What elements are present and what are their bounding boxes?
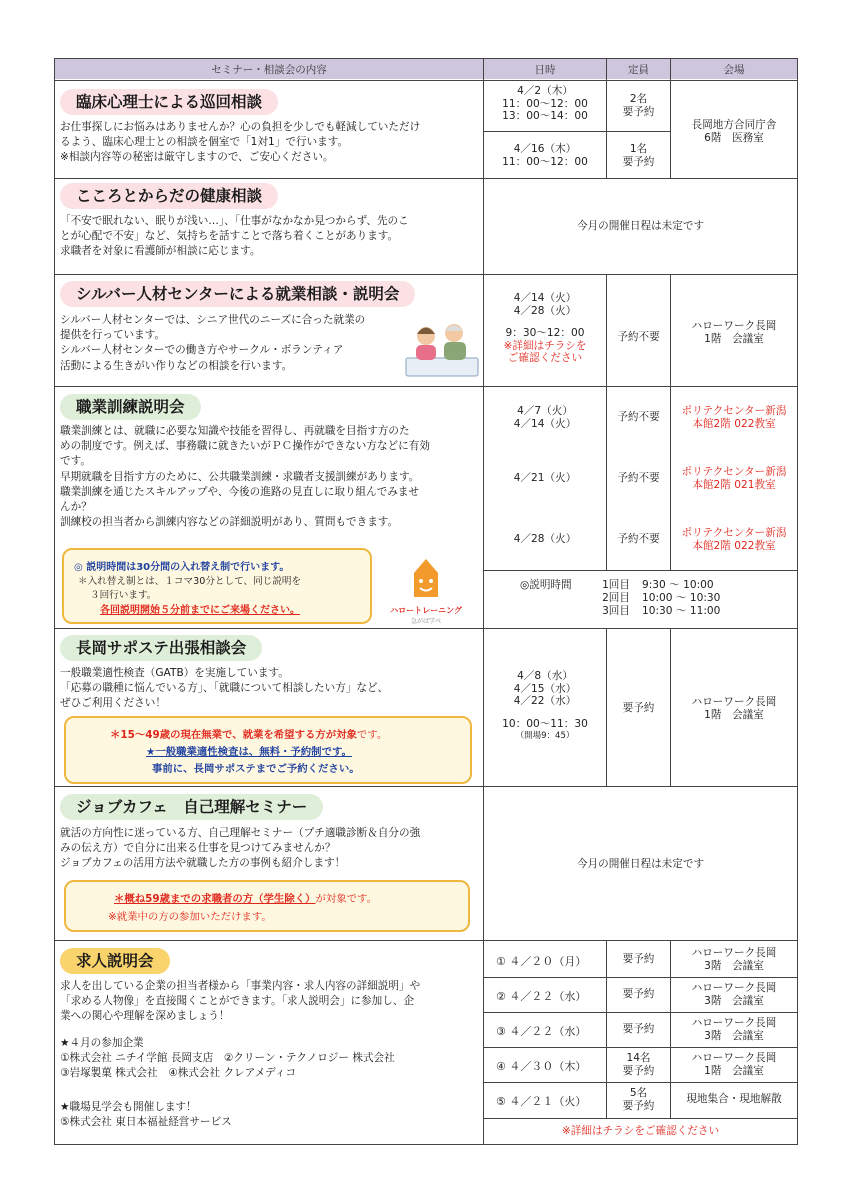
capacity: 要予約 bbox=[622, 702, 655, 714]
capacity: 予約不要 bbox=[617, 331, 660, 343]
header-venue: 会場 bbox=[671, 59, 797, 79]
info-box: ＊概ね59歳までの求職者の方（学生除く）が対象です。 ※就業中の方の参加いただけます。 bbox=[64, 880, 470, 932]
capacity: 2名 要予約 bbox=[622, 93, 655, 118]
company-list: ★４月の参加企業 ①株式会社 ニチイ学館 長岡支店 ②クリーン・テクノロジー 株式会社 ③岩塚製菓 株式会社 ④株式会社 クレアメディコ bbox=[60, 1037, 395, 1080]
venue: ハローワーク長岡 1階 会議室 bbox=[691, 1052, 777, 1077]
capacity: 要予約 bbox=[622, 953, 655, 965]
schedule-date: 4／2（木） 11：00〜12：00 13：00〜14：00 bbox=[502, 85, 588, 122]
schedule-undecided: 今月の開催日程は未定です bbox=[576, 858, 705, 870]
schedule-date: 4／16（木） 11：00〜12：00 bbox=[502, 143, 588, 168]
capacity: 予約不要 bbox=[617, 411, 660, 423]
schedule-date: 4／21（火） bbox=[513, 472, 577, 484]
venue: 長岡地方合同庁舎 6階 医務室 bbox=[691, 119, 777, 144]
section-title: ジョブカフェ 自己理解セミナー bbox=[60, 794, 323, 820]
capacity: 1名 要予約 bbox=[622, 143, 655, 168]
schedule-date: 4／8（水） 4／15（水） 4／22（水） 10：00〜11：30 （開場9：45） bbox=[502, 670, 588, 741]
schedule-date: 4／28（火） bbox=[513, 533, 577, 545]
section-title: こころとからだの健康相談 bbox=[60, 183, 278, 209]
venue: ポリテクセンター新潟 本館2階 022教室 bbox=[681, 405, 787, 430]
schedule-date: ③ ４／２２（水） bbox=[496, 1025, 587, 1038]
venue: ハローワーク長岡 3階 会議室 bbox=[691, 947, 777, 972]
section-title: シルバー人材センターによる就業相談・説明会 bbox=[60, 281, 415, 307]
schedule-date: ① ４／２０（月） bbox=[496, 955, 587, 968]
schedule-undecided: 今月の開催日程は未定です bbox=[576, 220, 705, 232]
venue: 現地集合・現地解散 bbox=[686, 1093, 782, 1105]
venue: ハローワーク長岡 1階 会議室 bbox=[691, 320, 777, 345]
section-body: 「不安で眠れない、眠りが浅い…」、「仕事がなかなか見つからず、先のこ とが心配で不安」など、気持ちを話すことで落ち着くことがあります。 求職者を対象に看護師が相談に応じます。 bbox=[60, 215, 409, 258]
schedule-date: ④ ４／３０（木） bbox=[496, 1060, 587, 1073]
capacity: 要予約 bbox=[622, 1023, 655, 1035]
capacity: 14名 要予約 bbox=[622, 1052, 655, 1077]
capacity: 予約不要 bbox=[617, 472, 660, 484]
venue: ハローワーク長岡 3階 会議室 bbox=[691, 1017, 777, 1042]
section-body: 求人を出している企業の担当者様から「事業内容・求人内容の詳細説明」や 「求める人物像」を直接聞くことができます。「求人説明会」に参加し、企 業への関心や理解を深めましょう！ bbox=[60, 980, 421, 1023]
hello-training-logo: ハロートレーニング 急がば学べ bbox=[386, 557, 466, 617]
schedule-date: ② ４／２２（水） bbox=[496, 990, 587, 1003]
venue: ポリテクセンター新潟 本館2階 021教室 bbox=[681, 466, 787, 491]
section-body: 職業訓練とは、就職に必要な知識や技能を習得し、再就職を目指す方のた めの制度です。例えば、事務職に就きたいがＰＣ操作ができない方などに有効 です。 早期就職を目指す方のために、公共職業訓練・求職者支援訓練があります。 職業訓練を通じたスキルアップや、今後の進路の見直しに取り組んでみませ んか？ 訓練校の担当者から訓練内容などの詳細説明があり、質問もできます。 bbox=[60, 425, 430, 529]
info-box: ◎ 説明時間は30分間の入れ替え制で行います。 ＊入れ替え制とは、１コマ30分として、同じ説明を ３回行います。 各回説明開始５分前までにご来場ください。 bbox=[62, 548, 372, 624]
capacity: 要予約 bbox=[622, 988, 655, 1000]
seniors-illustration bbox=[404, 318, 480, 378]
capacity: 5名 要予約 bbox=[622, 1087, 655, 1112]
section-title: 長岡サポステ出張相談会 bbox=[60, 635, 262, 661]
tour-info: ★職場見学会も開催します！ ⑤株式会社 東日本福祉経営サービス bbox=[60, 1101, 232, 1129]
session-times: ◎説明時間 1回目 9:30 〜 10:00 2回目 10:00 〜 10:30 3回目 10:30 〜 11:00 bbox=[520, 579, 721, 617]
header-capacity: 定員 bbox=[607, 59, 670, 79]
schedule-date: 4／14（火） 4／28（火） 9：30〜12：00 ※詳細はチラシを ご確認ください bbox=[503, 292, 587, 364]
section-body: シルバー人材センターでは、シニア世代のニーズに合った就業の 提供を行っています。 シルバー人材センターでの働き方やサークル・ボランティア 活動による生きがい作りなどの相談を行います。 bbox=[60, 314, 366, 372]
header-content: セミナー・相談会の内容 bbox=[55, 59, 483, 79]
section-body: お仕事探しにお悩みはありませんか？心の負担を少しでも軽減していただけ るよう、臨床心理士との相談を個室で「1対1」で行います。 ※相談内容等の秘密は厳守しますので、ご安心ください。 bbox=[60, 121, 421, 164]
capacity: 予約不要 bbox=[617, 533, 660, 545]
info-box: ＊15〜49歳の現在無業で、就業を希望する方が対象です。 ★一般職業適性検査は、無料・予約制です。 事前に、長岡サポステまでご予約ください。 bbox=[64, 716, 472, 784]
section-body: 一般職業適性検査（GATB）を実施しています。 「応募の職種に悩んでいる方」、「就職について相談したい方」など、 ぜひご利用ください！ bbox=[60, 667, 389, 710]
section-title: 臨床心理士による巡回相談 bbox=[60, 89, 278, 115]
section-body: 就活の方向性に迷っている方、自己理解セミナー（プチ適職診断＆自分の強 みの伝え方）で自分に出来る仕事を見つけてみませんか？ ジョブカフェの活用方法や就職した方の事例も紹介します！ bbox=[60, 827, 421, 870]
venue: ハローワーク長岡 1階 会議室 bbox=[691, 696, 777, 721]
header-date: 日時 bbox=[484, 59, 606, 79]
section-title: 求人説明会 bbox=[60, 948, 170, 974]
footer-note: ※詳細はチラシをご確認ください bbox=[561, 1125, 720, 1137]
schedule-date: 4／7（火） 4／14（火） bbox=[513, 405, 577, 430]
section-title: 職業訓練説明会 bbox=[60, 394, 201, 420]
schedule-date: ⑤ ４／２１（火） bbox=[496, 1095, 587, 1108]
venue: ハローワーク長岡 3階 会議室 bbox=[691, 982, 777, 1007]
venue: ポリテクセンター新潟 本館2階 022教室 bbox=[681, 527, 787, 552]
